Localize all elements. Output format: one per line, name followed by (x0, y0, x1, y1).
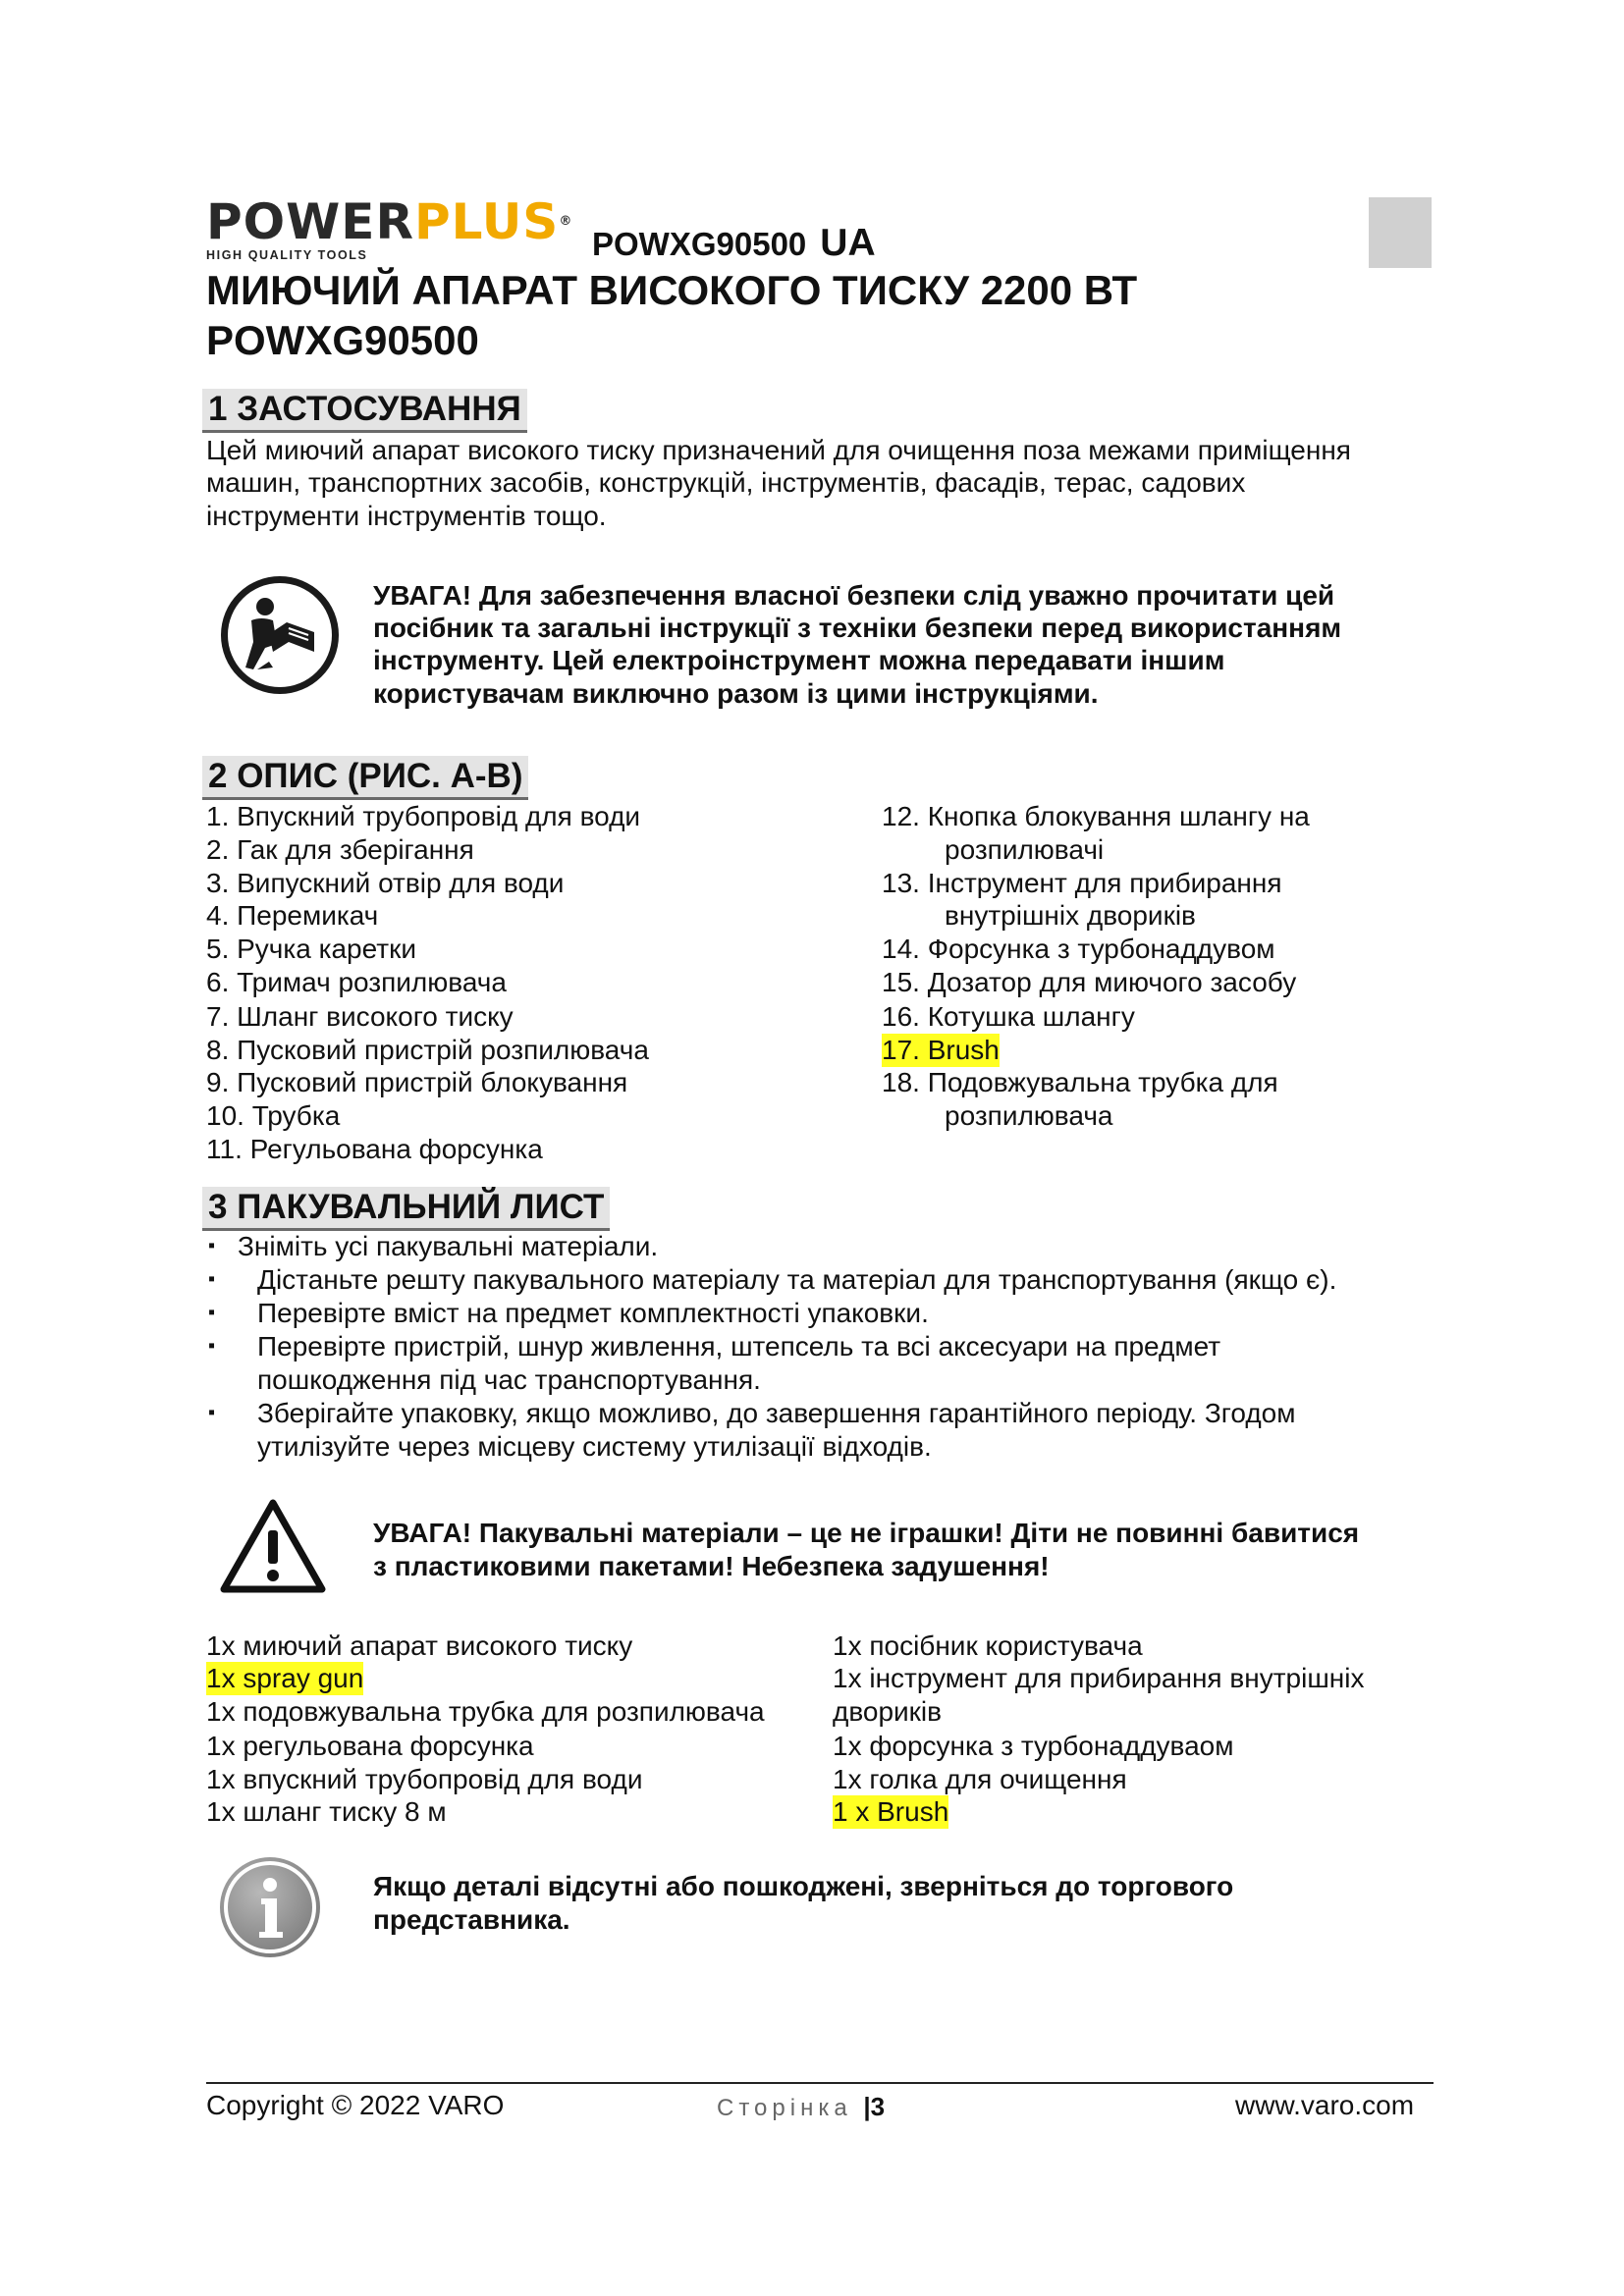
bullet: ▪ (208, 1335, 216, 1357)
packing-step: Зніміть усі пакувальні матеріали. (238, 1231, 659, 1261)
part-list-item: 1. Впускний трубопровід для води (206, 801, 641, 831)
packing-step: Дістаньте решту пакувального матеріалу та матеріал для транспортування (якщо є). (257, 1264, 1337, 1295)
packing-step-continued: утилізуйте через місцеву систему утилізації відходів. (257, 1431, 932, 1462)
page-separator: | (863, 2092, 871, 2121)
part-list-item: 4. Перемикач (206, 900, 379, 931)
package-content-item: 1x голка для очищення (833, 1764, 1127, 1794)
part-list-item: 7. Шланг високого тиску (206, 1001, 514, 1032)
package-content-item: 1x шланг тиску 8 м (206, 1796, 447, 1827)
part-list-item-continued: внутрішніх двориків (945, 900, 1196, 931)
part-list-item: 13. Інструмент для прибирання (882, 868, 1282, 898)
section-heading-packing-list: 3 ПАКУВАЛЬНИЙ ЛИСТ (202, 1187, 610, 1231)
package-content-item: 1x миючий апарат високого тиску (206, 1630, 633, 1661)
footer-page-number (717, 2092, 885, 2122)
part-list-item: 14. Форсунка з турбонаддувом (882, 934, 1275, 964)
part-list-item: 12. Кнопка блокування шлангу на (882, 801, 1310, 831)
bullet: ▪ (208, 1402, 216, 1423)
missing-parts-note: представника. (373, 1904, 570, 1935)
part-list-item: 6. Тримач розпилювача (206, 967, 507, 997)
packing-step: Зберігайте упаковку, якщо можливо, до завершення гарантійного періоду. Згодом (257, 1398, 1296, 1428)
packaging-warning-text: з пластиковими пакетами! Небезпека задушення! (373, 1551, 1050, 1581)
part-list-item: 5. Ручка каретки (206, 934, 416, 964)
language-code: UA (820, 222, 876, 264)
model-code: POWXG90500 UA (592, 222, 876, 264)
part-list-item: 9. Пусковий пристрій блокування (206, 1067, 628, 1097)
part-list-item: 18. Подовжувальна трубка для (882, 1067, 1278, 1097)
application-text: Цей миючий апарат високого тиску призначений для очищення поза межами приміщення (206, 435, 1351, 465)
package-content-item: 1x подовжувальна трубка для розпилювача (206, 1696, 765, 1727)
packaging-warning-text: УВАГА! Пакувальні матеріали – це не іграшки! Діти не повинні бавитися (373, 1518, 1360, 1548)
package-content-item: 1x регульована форсунка (206, 1731, 534, 1761)
missing-parts-note: Якщо деталі відсутні або пошкоджені, зверніться до торгового (373, 1871, 1234, 1901)
packing-step: Перевірте вміст на предмет комплектності упаковки. (257, 1298, 929, 1328)
footer-copyright: Copyright © 2022 VARO (206, 2090, 505, 2120)
part-list-item-highlighted: 17. Brush (882, 1035, 1000, 1065)
part-list-item: 3. Випускний отвір для води (206, 868, 565, 898)
package-content-item-highlighted: 1 x Brush (833, 1796, 949, 1827)
bullet: ▪ (208, 1235, 216, 1256)
footer-divider (206, 2082, 1434, 2084)
package-content-item: 1x інструмент для прибирання внутрішніх (833, 1663, 1365, 1693)
safety-warning-text: посібник та загальні інструкції з техніки безпеки перед використанням (373, 613, 1342, 643)
footer-website: www.varo.com (1235, 2090, 1415, 2120)
part-list-item: 2. Гак для зберігання (206, 834, 474, 865)
language-tab-marker (1369, 197, 1432, 268)
read-manual-icon (218, 573, 342, 697)
part-list-item: 11. Регульована форсунка (206, 1134, 543, 1164)
package-content-item: 1x впускний трубопровід для води (206, 1764, 643, 1794)
part-list-item: 16. Котушка шлангу (882, 1001, 1135, 1032)
section-heading-description: 2 ОПИС (РИС. A-B) (202, 756, 528, 800)
part-list-item-continued: розпилювачі (945, 834, 1105, 865)
packing-step-continued: пошкодження під час транспортування. (257, 1364, 761, 1395)
section-heading-application: 1 ЗАСТОСУВАННЯ (202, 389, 527, 433)
package-content-item-continued: двориків (833, 1696, 943, 1727)
logo-wordmark: POWERPLUS® (206, 193, 573, 250)
logo-tagline: HIGH QUALITY TOOLS (206, 248, 368, 262)
application-text: інструменти інструментів тощо. (206, 501, 607, 531)
document-title-model: POWXG90500 (206, 317, 479, 363)
application-text: машин, транспортних засобів, конструкцій, інструментів, фасадів, терас, садових (206, 467, 1246, 498)
part-list-item: 15. Дозатор для миючого засобу (882, 967, 1297, 997)
safety-warning-text: користувачам виключно разом із цими інструкціями. (373, 678, 1099, 709)
warning-triangle-icon (218, 1497, 328, 1595)
package-content-item: 1x форсунка з турбонаддуваом (833, 1731, 1234, 1761)
packing-step: Перевірте пристрій, шнур живлення, штепсель та всі аксесуари на предмет (257, 1331, 1221, 1362)
package-content-item: 1x посібник користувача (833, 1630, 1143, 1661)
page-label: Сторінка (717, 2095, 852, 2121)
part-list-item-continued: розпилювача (945, 1100, 1113, 1131)
bullet: ▪ (208, 1268, 216, 1290)
bullet: ▪ (208, 1302, 216, 1323)
package-content-item-highlighted: 1x spray gun (206, 1663, 364, 1693)
page-number: 3 (870, 2092, 886, 2121)
safety-warning-text: інструменту. Цей електроінструмент можна передавати іншим (373, 645, 1225, 675)
info-icon (218, 1855, 322, 1959)
part-list-item: 10. Трубка (206, 1100, 341, 1131)
safety-warning-text: УВАГА! Для забезпечення власної безпеки слід уважно прочитати цей (373, 580, 1335, 611)
brand-logo (206, 193, 573, 263)
part-list-item: 8. Пусковий пристрій розпилювача (206, 1035, 649, 1065)
document-title: МИЮЧИЙ АПАРАТ ВИСОКОГО ТИСКУ 2200 ВТ (206, 267, 1138, 313)
